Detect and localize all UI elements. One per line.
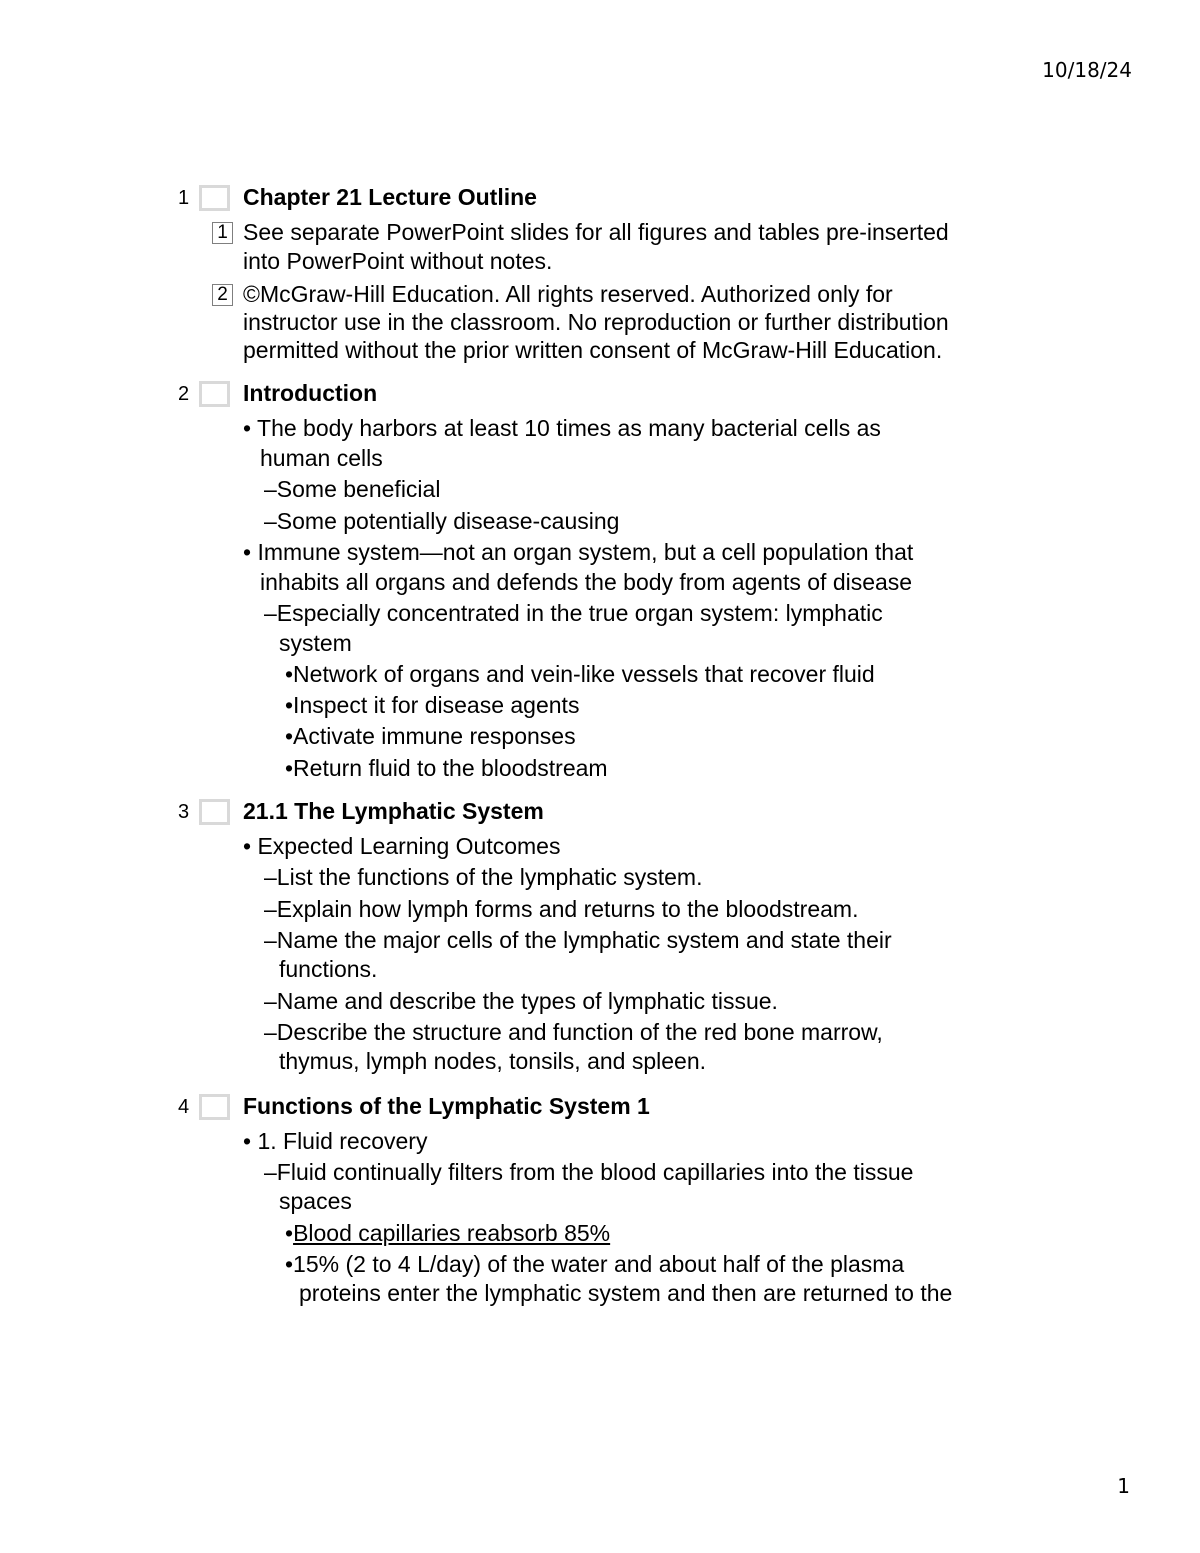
- note-line: permitted without the prior written consent of McGraw-Hill Education.: [243, 337, 943, 363]
- slide-thumbnail-box[interactable]: [199, 1094, 230, 1120]
- bullet-marker: •: [285, 1220, 294, 1246]
- slide-thumbnail-box[interactable]: [199, 381, 230, 407]
- bullet-line: –Name the major cells of the lymphatic system and state their: [264, 927, 892, 953]
- note-line: into PowerPoint without notes.: [243, 248, 553, 274]
- underlined-text: Blood capillaries reabsorb 85%: [293, 1220, 611, 1246]
- note-line: See separate PowerPoint slides for all figures and tables pre-inserted: [243, 219, 949, 245]
- bullet-line: functions.: [279, 956, 378, 982]
- bullet-line: • 1. Fluid recovery: [243, 1128, 428, 1154]
- slide-header: [178, 182, 1058, 216]
- bullet-line: –Fluid continually filters from the blood capillaries into the tissue: [264, 1159, 914, 1185]
- slide-number: 2: [178, 383, 190, 405]
- slide-1: [178, 182, 1058, 363]
- note-line: ©McGraw-Hill Education. All rights reserved. Authorized only for: [243, 281, 893, 307]
- slide-header: [178, 378, 1058, 412]
- slide-2: [178, 378, 1058, 781]
- bullet-line: –Describe the structure and function of the red bone marrow,: [264, 1019, 883, 1045]
- bullet-line: inhabits all organs and defends the body from agents of disease: [260, 569, 913, 595]
- bullet-line: •Network of organs and vein-like vessels that recover fluid: [285, 661, 875, 687]
- bullet-line: •Return fluid to the bloodstream: [285, 755, 608, 781]
- slide-title: Chapter 21 Lecture Outline: [243, 184, 537, 210]
- bullet-line: human cells: [260, 445, 383, 471]
- bullet-line: –Name and describe the types of lymphatic tissue.: [264, 988, 778, 1014]
- bullet-line: –Explain how lymph forms and returns to the bloodstream.: [264, 896, 859, 922]
- slide-title: Introduction: [243, 380, 378, 406]
- bullet-line: spaces: [279, 1188, 352, 1214]
- bullet-line: •15% (2 to 4 L/day) of the water and about half of the plasma: [285, 1251, 905, 1277]
- bullet-line: thymus, lymph nodes, tonsils, and spleen.: [279, 1048, 707, 1074]
- header-date: 10/18/24: [1042, 58, 1132, 82]
- slide-3: [178, 796, 1058, 1074]
- slide-number: 4: [178, 1096, 190, 1118]
- bullet-line: –List the functions of the lymphatic system.: [264, 864, 703, 890]
- bullet-line: proteins enter the lymphatic system and then are returned to the: [299, 1280, 953, 1306]
- page-number: 1: [1117, 1474, 1130, 1498]
- bullet-line: –Some beneficial: [264, 476, 441, 502]
- note-number: 1: [212, 222, 233, 244]
- bullet-line: • Immune system—not an organ system, but a cell population that: [243, 539, 914, 565]
- slide-thumbnail-box[interactable]: [199, 185, 230, 211]
- bullet-line: • The body harbors at least 10 times as many bacterial cells as: [243, 415, 881, 441]
- bullet-line: •Activate immune responses: [285, 723, 576, 749]
- slide-header: [178, 1091, 1058, 1125]
- bullet-line: • Expected Learning Outcomes: [243, 833, 561, 859]
- slide-thumbnail-box[interactable]: [199, 799, 230, 825]
- slide-number: 1: [178, 187, 190, 209]
- bullet-line: •Inspect it for disease agents: [285, 692, 580, 718]
- slide-4: [178, 1091, 1058, 1306]
- slide-title: 21.1 The Lymphatic System: [243, 798, 544, 824]
- slide-number: 3: [178, 801, 190, 823]
- note-number: 2: [212, 284, 233, 306]
- slide-title: Functions of the Lymphatic System 1: [243, 1093, 650, 1119]
- slide-header: [178, 796, 1058, 830]
- bullet-line: –Especially concentrated in the true organ system: lymphatic: [264, 600, 883, 626]
- note-line: instructor use in the classroom. No reproduction or further distribution: [243, 309, 949, 335]
- bullet-line: system: [279, 630, 352, 656]
- bullet-line: –Some potentially disease-causing: [264, 508, 620, 534]
- bullet-line: [285, 1219, 610, 1248]
